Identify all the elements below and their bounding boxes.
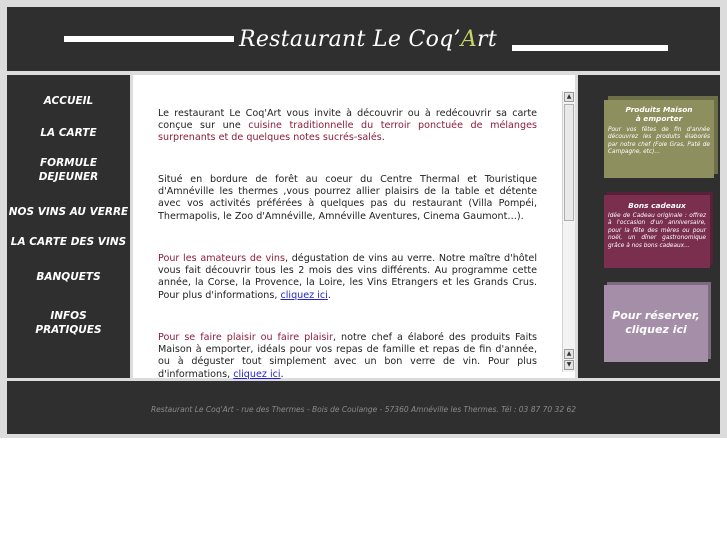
- reserver-button[interactable]: [604, 285, 708, 362]
- card-body: [604, 285, 708, 362]
- scroll-up-button[interactable]: ▲: [564, 92, 574, 102]
- content-scrollbar[interactable]: [562, 91, 575, 372]
- produits-title-2: à emporter: [635, 114, 683, 123]
- homemade-text: , notre chef a élaboré des produits Faits Maison à emporter, idéals pour vos repas de famille et repas de fin d'année, ou à déguster tout simplement avec un bon verre de vin. Pour plus d'informations,: [158, 332, 537, 380]
- card-body: [604, 195, 710, 268]
- nav-item-infos-pratiques[interactable]: [7, 309, 130, 337]
- site-logo[interactable]: [239, 27, 509, 52]
- site-footer: [7, 381, 720, 434]
- homemade-end: .: [280, 368, 284, 380]
- nav-label: DEJEUNER: [38, 171, 99, 183]
- card-body: [604, 100, 714, 178]
- bons-text: Idée de Cadeau originale : offrez à l'occasion d'un anniversaire, pour la fête des mères ou pour noël, un dîner gastronomique grâce à nos bons cadeaux…: [608, 213, 706, 249]
- main-content: [133, 75, 575, 378]
- promo-column: [578, 75, 720, 378]
- intro-paragraph: [158, 108, 537, 145]
- nav-label: LA CARTE: [40, 127, 97, 139]
- reserver-line-2: cliquez ici: [625, 323, 687, 336]
- nav-item-nos-vins[interactable]: [7, 205, 130, 219]
- homemade-paragraph: [158, 332, 537, 381]
- produits-title-1: Produits Maison: [625, 105, 693, 114]
- bons-cadeaux-card[interactable]: [604, 195, 710, 268]
- nav-item-formule-dejeuner[interactable]: [7, 156, 130, 184]
- site-header: [7, 7, 720, 71]
- bons-title: Bons cadeaux: [628, 201, 686, 210]
- nav-label: PRATIQUES: [35, 324, 102, 336]
- intro-text: Le restaurant Le Coq'Art vous invite à découvrir ou à redécouvrir sa carte conçue sur une: [158, 108, 537, 132]
- footer-address: Restaurant Le Coq'Art - rue des Thermes - Bois de Coulange - 57360 Amnéville les Thermes. Tél : 03 87 70 32 62: [150, 405, 577, 414]
- wine-info-link[interactable]: cliquez ici: [280, 289, 328, 301]
- nav-item-la-carte[interactable]: [7, 126, 130, 140]
- nav-item-carte-des-vins[interactable]: [7, 235, 130, 249]
- header-rule-left: [64, 36, 234, 42]
- logo-suffix: rt: [477, 27, 497, 52]
- nav-label: NOS VINS AU VERRE: [8, 206, 129, 218]
- intro-highlight: cuisine traditionnelle du terroir ponctuée de mélanges surprenants et de quelques notes sucrés-salés: [158, 120, 537, 144]
- nav-label: ACCUEIL: [43, 95, 94, 107]
- location-paragraph: [158, 174, 537, 223]
- produits-text: Pour vos fêtes de fin d'année découvrez les produits élaborés par notre chef (Foie Gras, Paté de Campagne, etc)…: [608, 127, 710, 156]
- reserver-line-1: Pour réserver,: [612, 309, 700, 322]
- location-text: Situé en bordure de forêt au coeur du Centre Thermal et Touristique d'Amnéville les thermes ,vous pourrez allier plaisirs de la table et détente avec vos activités préférées à quelques pas du restaurant (Villa Pompéi, Thermapolis, le Zoo d'Amnéville, Amnéville Aventures, Cinema Gaumont…).: [158, 174, 537, 222]
- nav-label: INFOS: [50, 310, 87, 322]
- produits-maison-card[interactable]: [604, 100, 714, 178]
- homemade-info-link[interactable]: cliquez ici: [233, 368, 281, 380]
- wine-highlight: Pour les amateurs de vins: [158, 253, 285, 264]
- logo-a: A: [460, 27, 478, 52]
- intro-end: .: [381, 132, 385, 144]
- wine-text: , dégustation de vins au verre. Notre maître d'hôtel vous fait découvrir tous les 2 mois des vins différents. Au programme cette année, la Corse, la Provence, la Loire, les Vins Etrangers et les Grands Crus. Pour plus d'informations,: [158, 253, 538, 301]
- wine-paragraph: [158, 253, 537, 302]
- homemade-highlight: Pour se faire plaisir ou faire plaisir: [158, 332, 333, 343]
- wine-end: .: [327, 289, 331, 301]
- scroll-down-button[interactable]: ▼: [564, 360, 574, 370]
- scroll-thumb[interactable]: [564, 104, 574, 221]
- nav-label: BANQUETS: [36, 271, 101, 283]
- nav-label: LA CARTE DES VINS: [10, 236, 127, 248]
- nav-label: FORMULE: [39, 157, 98, 169]
- nav-item-accueil[interactable]: [7, 94, 130, 108]
- scroll-up-button-lower[interactable]: ▲: [564, 349, 574, 359]
- header-rule-right: [512, 45, 668, 51]
- nav-item-banquets[interactable]: [7, 270, 130, 284]
- logo-prefix: Restaurant Le Coq’: [239, 27, 461, 52]
- sidebar-nav: [7, 75, 130, 378]
